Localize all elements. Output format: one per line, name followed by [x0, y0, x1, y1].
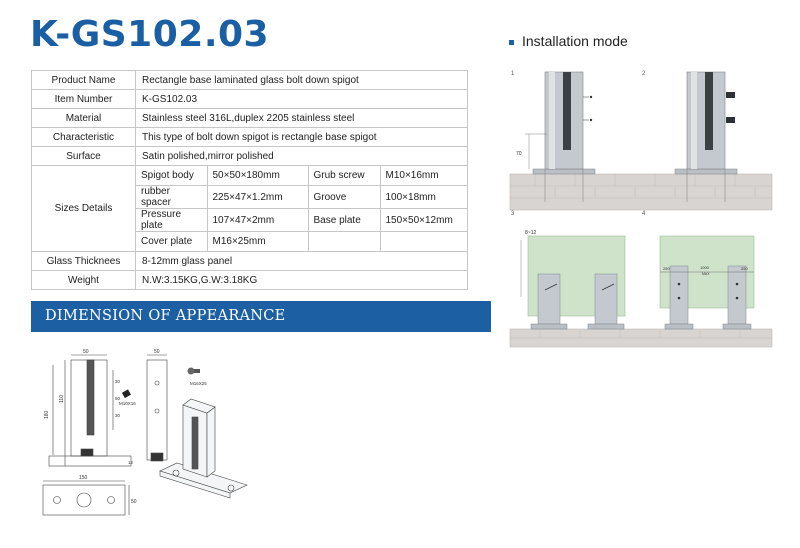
sizes-cell — [136, 166, 468, 252]
spec-label: Weight — [32, 271, 136, 290]
base-plate-drawing — [43, 481, 129, 515]
size-value: 100×18mm — [380, 186, 467, 209]
dimension-label: 150 — [79, 475, 88, 481]
size-name: rubber spacer — [136, 186, 207, 209]
spec-label: Item Number — [32, 90, 136, 109]
spec-table — [31, 70, 468, 290]
size-value: 225×47×1.2mm — [207, 186, 308, 209]
step-label: 1 — [511, 71, 515, 77]
side-view-drawing — [147, 355, 167, 461]
spec-row-material — [32, 109, 468, 128]
spec-row-characteristic — [32, 128, 468, 147]
dimension-label: 8~12 — [525, 230, 537, 236]
front-view-drawing — [49, 355, 131, 466]
step-label: 2 — [642, 71, 646, 77]
spec-label: Sizes Details — [32, 166, 136, 252]
dimension-label: 1000 — [700, 265, 709, 270]
size-name: Cover plate — [136, 232, 207, 252]
dimension-label: 250 — [741, 266, 748, 271]
size-value: 150×50×12mm — [380, 209, 467, 232]
spec-value: Rectangle base laminated glass bolt down spigot — [136, 71, 468, 90]
dimension-label: 30 — [115, 379, 121, 384]
spec-label: Product Name — [32, 71, 136, 90]
dimension-heading: DIMENSION OF APPEARANCE — [31, 301, 491, 332]
dimension-label: 110 — [59, 395, 65, 403]
spec-label: Glass Thicknees — [32, 252, 136, 271]
size-name: Grub screw — [308, 166, 380, 186]
dimension-label: 50 — [154, 349, 160, 355]
product-title: K-GS102.03 — [30, 14, 270, 55]
dimension-label: 50 — [83, 349, 89, 355]
spec-value: Satin polished,mirror polished — [136, 147, 468, 166]
spec-label: Characteristic — [32, 128, 136, 147]
spec-row-product-name — [32, 71, 468, 90]
sizes-row — [136, 186, 467, 209]
dimension-label: 250 — [663, 266, 670, 271]
ground-top — [510, 174, 772, 210]
bullet-icon — [509, 40, 514, 45]
installation-step-3 — [521, 230, 625, 329]
size-value: M10×16mm — [380, 166, 467, 186]
dimension-label: 180 — [44, 410, 50, 419]
spec-value: 8-12mm glass panel — [136, 252, 468, 271]
spec-label: Material — [32, 109, 136, 128]
spec-value: N.W:3.15KG,G.W:3.18KG — [136, 271, 468, 290]
spec-row-glass-thickness — [32, 252, 468, 271]
dimension-label: 70 — [516, 151, 522, 157]
sizes-row — [136, 166, 467, 186]
size-name: Groove — [308, 186, 380, 209]
dimension-drawings — [35, 345, 275, 523]
cover-bolt-icon — [188, 368, 201, 375]
dimension-label: MAX — [702, 272, 710, 276]
spec-value: K-GS102.03 — [136, 90, 468, 109]
spec-row-item-number — [32, 90, 468, 109]
step-label: 3 — [511, 211, 515, 217]
size-name — [308, 232, 380, 252]
sizes-table — [136, 166, 467, 251]
dimension-label: 30 — [115, 413, 121, 418]
sizes-row — [136, 209, 467, 232]
dimension-label: 50 — [131, 499, 137, 505]
spec-row-weight — [32, 271, 468, 290]
size-value: M16×25mm — [207, 232, 308, 252]
size-value — [380, 232, 467, 252]
size-name: Pressure plate — [136, 209, 207, 232]
dimension-label: 50 — [115, 396, 121, 401]
step-label: 4 — [642, 211, 646, 217]
grub-screw-icon — [122, 389, 131, 398]
installation-step-4 — [660, 236, 754, 329]
dimension-label: M10X16 — [119, 401, 136, 406]
installation-heading-text: Installation mode — [522, 33, 628, 49]
sizes-row — [136, 232, 467, 252]
size-value: 107×47×2mm — [207, 209, 308, 232]
ground-bottom — [510, 329, 772, 347]
spec-value: Stainless steel 316L,duplex 2205 stainless steel — [136, 109, 468, 128]
spec-value: This type of bolt down spigot is rectangle base spigot — [136, 128, 468, 147]
spec-label: Surface — [32, 147, 136, 166]
installation-heading — [509, 33, 628, 49]
spec-row-surface — [32, 147, 468, 166]
isometric-view-drawing — [160, 399, 247, 498]
size-value: 50×50×180mm — [207, 166, 308, 186]
installation-illustrations — [505, 62, 780, 350]
size-name: Base plate — [308, 209, 380, 232]
dimension-label: M16X25 — [190, 381, 207, 386]
dimension-label: 12 — [128, 460, 134, 465]
spec-row-sizes — [32, 166, 468, 252]
size-name: Spigot body — [136, 166, 207, 186]
